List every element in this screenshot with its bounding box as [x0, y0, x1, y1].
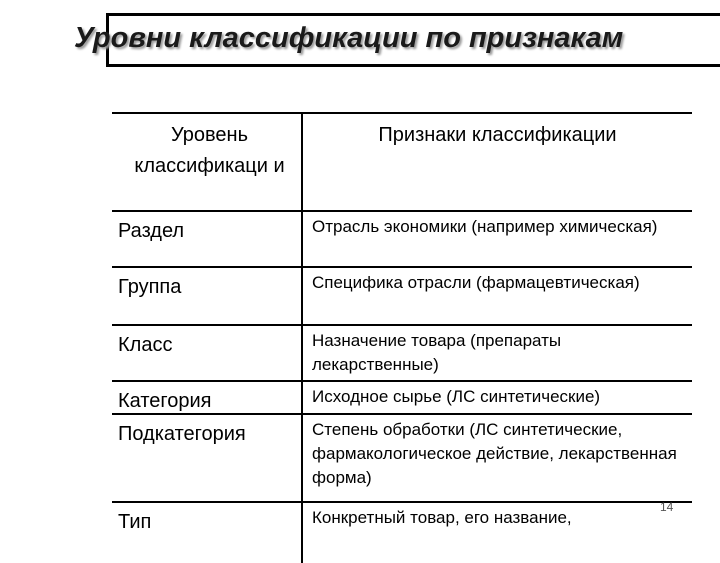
- feature-text: Исходное сырье (ЛС синтетические): [312, 387, 601, 406]
- table-row: [112, 381, 692, 414]
- level-cell: [112, 381, 302, 414]
- level-label: Подкатегория: [118, 423, 246, 445]
- feature-cell: [302, 325, 692, 381]
- table-header-row: [112, 113, 692, 211]
- table-row: [112, 502, 692, 563]
- level-cell: [112, 211, 302, 267]
- feature-text: Степень обработки (ЛС синтетические, фармакологическое действие, лекарственная форма): [312, 420, 677, 487]
- level-label: Класс: [118, 334, 173, 356]
- classification-table: [112, 112, 692, 563]
- level-label: Категория: [118, 390, 212, 412]
- level-cell: [112, 325, 302, 381]
- feature-cell: [302, 414, 692, 502]
- feature-cell: [302, 381, 692, 414]
- level-cell: [112, 414, 302, 502]
- feature-text: Конкретный товар, его название,: [312, 508, 572, 527]
- table-row: [112, 211, 692, 267]
- level-label: Раздел: [118, 220, 185, 242]
- slide-title: Уровни классификации по признакам: [74, 22, 624, 54]
- table-row: [112, 414, 692, 502]
- feature-text: Назначение товара (препараты лекарственные): [312, 331, 562, 374]
- level-cell: [112, 502, 302, 563]
- feature-cell: [302, 502, 692, 563]
- feature-text: Отрасль экономики (например химическая): [312, 217, 658, 236]
- level-label: Тип: [118, 511, 152, 533]
- header-level: Уровень классификаци и: [112, 113, 302, 211]
- feature-text: Специфика отрасли (фармацевтическая): [312, 273, 640, 292]
- table-row: [112, 325, 692, 381]
- table-row: [112, 267, 692, 325]
- feature-cell: [302, 211, 692, 267]
- level-label: Группа: [118, 276, 182, 298]
- page-number: 14: [660, 500, 674, 514]
- feature-cell: [302, 267, 692, 325]
- level-cell: [112, 267, 302, 325]
- header-features: Признаки классификации: [302, 113, 692, 211]
